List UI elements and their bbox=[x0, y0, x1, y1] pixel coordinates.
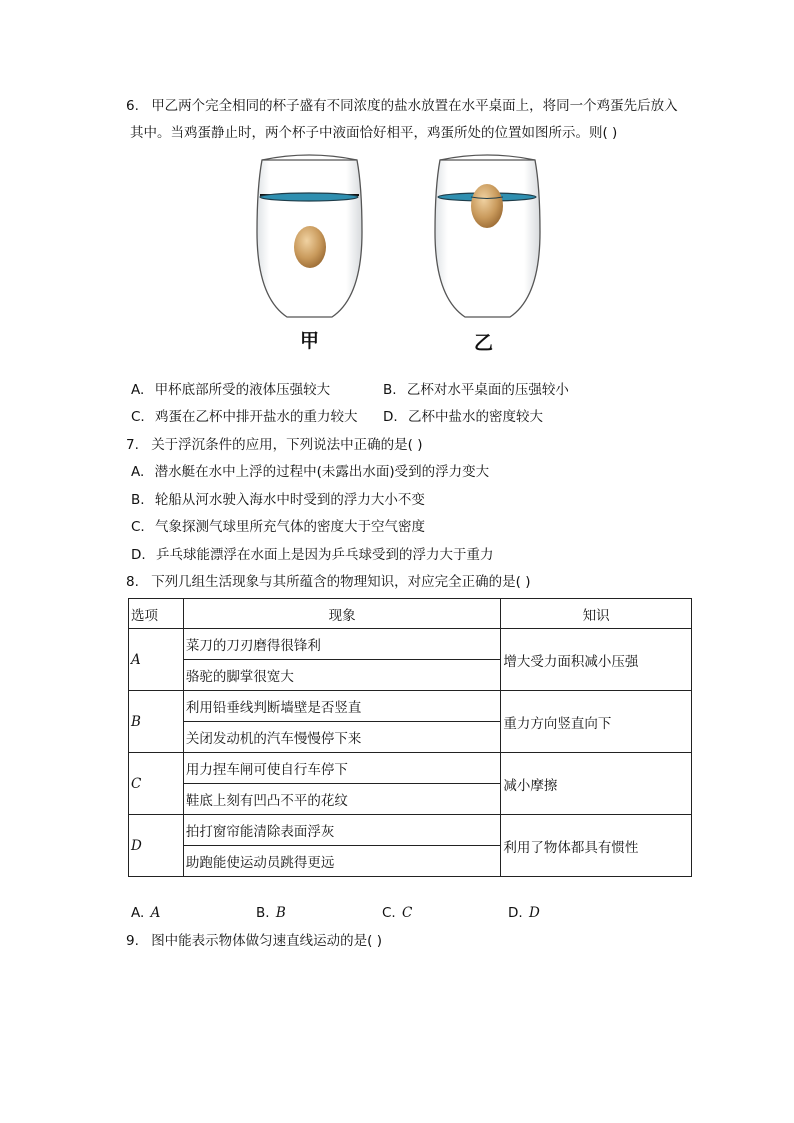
question-6-option-a[interactable] bbox=[131, 380, 330, 400]
egg-cups-figure bbox=[252, 152, 552, 362]
header-knowledge: 知识 bbox=[501, 599, 692, 629]
question-8-option-b[interactable] bbox=[256, 903, 286, 923]
question-6-text: 甲乙两个完全相同的杯子盛有不同浓度的盐水放置在水平桌面上，将同一个鸡蛋先后放入 bbox=[151, 98, 678, 114]
header-phenomenon: 现象 bbox=[183, 599, 500, 629]
table-header-row bbox=[129, 599, 692, 629]
option-text: 乙杯中盐水的密度较大 bbox=[407, 409, 543, 425]
option-letter: A. bbox=[131, 382, 145, 398]
option-text: 甲杯底部所受的液体压强较大 bbox=[154, 382, 331, 398]
row-knowledge: 减小摩擦 bbox=[501, 753, 692, 815]
option-letter: D. bbox=[383, 409, 398, 425]
question-6-line-2: 其中。当鸡蛋静止时，两个杯子中液面恰好相平，鸡蛋所处的位置如图所示。则( ) bbox=[130, 125, 618, 141]
row-knowledge: 增大受力面积减小压强 bbox=[501, 629, 692, 691]
option-letter: B. bbox=[256, 905, 270, 921]
cup-yi bbox=[435, 155, 540, 317]
question-7-text: 关于浮沉条件的应用，下列说法中正确的是( ) bbox=[151, 437, 423, 453]
row-option: D bbox=[129, 815, 184, 877]
question-9-number: 9. bbox=[126, 933, 139, 949]
row-phenomenon: 关闭发动机的汽车慢慢停下来 bbox=[183, 722, 500, 753]
option-text: 气象探测气球里所充气体的密度大于空气密度 bbox=[155, 519, 426, 535]
question-7-number: 7. bbox=[126, 437, 139, 453]
option-text: 乒乓球能漂浮在水面上是因为乒乓球受到的浮力大于重力 bbox=[155, 547, 494, 563]
row-knowledge: 重力方向竖直向下 bbox=[501, 691, 692, 753]
option-text: C bbox=[402, 905, 413, 921]
option-text: A bbox=[150, 905, 161, 921]
question-8 bbox=[126, 572, 531, 592]
row-option: C bbox=[129, 753, 184, 815]
knowledge-table bbox=[128, 598, 692, 877]
figure-label-yi: 乙 bbox=[474, 332, 494, 354]
question-6-number: 6. bbox=[126, 98, 139, 114]
water-surface-jia bbox=[260, 193, 358, 201]
row-phenomenon: 用力捏车闸可使自行车停下 bbox=[183, 753, 500, 784]
question-7 bbox=[126, 435, 423, 455]
table-row bbox=[129, 629, 692, 660]
table-row bbox=[129, 815, 692, 846]
row-knowledge: 利用了物体都具有惯性 bbox=[501, 815, 692, 877]
question-7-option-d[interactable] bbox=[131, 545, 493, 565]
option-text: 轮船从河水驶入海水中时受到的浮力大小不变 bbox=[154, 492, 425, 508]
question-7-option-b[interactable] bbox=[131, 490, 425, 510]
option-letter: D. bbox=[131, 547, 146, 563]
option-text: D bbox=[528, 905, 540, 921]
question-7-option-a[interactable] bbox=[131, 462, 489, 482]
question-6-option-c[interactable] bbox=[131, 407, 358, 427]
option-text: B bbox=[275, 905, 286, 921]
question-8-text: 下列几组生活现象与其所蕴含的物理知识，对应完全正确的是( ) bbox=[151, 574, 531, 590]
option-letter: B. bbox=[131, 492, 145, 508]
row-phenomenon: 利用铅垂线判断墙壁是否竖直 bbox=[183, 691, 500, 722]
option-letter: A. bbox=[131, 905, 145, 921]
question-6-option-d[interactable] bbox=[383, 407, 543, 427]
option-letter: C. bbox=[382, 905, 396, 921]
egg-yi bbox=[471, 184, 503, 228]
option-letter: A. bbox=[131, 464, 145, 480]
question-9-text: 图中能表示物体做匀速直线运动的是( ) bbox=[151, 933, 383, 949]
option-text: 鸡蛋在乙杯中排开盐水的重力较大 bbox=[155, 409, 358, 425]
row-phenomenon: 鞋底上刻有凹凸不平的花纹 bbox=[183, 784, 500, 815]
row-phenomenon: 菜刀的刀刃磨得很锋利 bbox=[183, 629, 500, 660]
option-letter: C. bbox=[131, 519, 145, 535]
row-phenomenon: 骆驼的脚掌很宽大 bbox=[183, 660, 500, 691]
header-option: 选项 bbox=[129, 599, 184, 629]
question-8-number: 8. bbox=[126, 574, 139, 590]
option-letter: B. bbox=[383, 382, 397, 398]
table-row bbox=[129, 691, 692, 722]
option-letter: D. bbox=[508, 905, 523, 921]
question-6-line-1 bbox=[126, 96, 678, 116]
row-phenomenon: 拍打窗帘能清除表面浮灰 bbox=[183, 815, 500, 846]
question-9 bbox=[126, 931, 382, 951]
table-row bbox=[129, 753, 692, 784]
question-8-option-d[interactable] bbox=[508, 903, 540, 923]
figure-label-jia: 甲 bbox=[300, 330, 320, 352]
row-phenomenon: 助跑能使运动员跳得更远 bbox=[183, 846, 500, 877]
question-6-option-b[interactable] bbox=[383, 380, 569, 400]
option-text: 潜水艇在水中上浮的过程中(未露出水面)受到的浮力变大 bbox=[154, 464, 490, 480]
question-8-option-c[interactable] bbox=[382, 903, 412, 923]
row-option: A bbox=[129, 629, 184, 691]
option-letter: C. bbox=[131, 409, 145, 425]
row-option: B bbox=[129, 691, 184, 753]
egg-jia bbox=[294, 226, 326, 268]
cup-jia bbox=[257, 155, 362, 317]
option-text: 乙杯对水平桌面的压强较小 bbox=[406, 382, 569, 398]
question-7-option-c[interactable] bbox=[131, 517, 425, 537]
question-8-option-a[interactable] bbox=[131, 903, 160, 923]
